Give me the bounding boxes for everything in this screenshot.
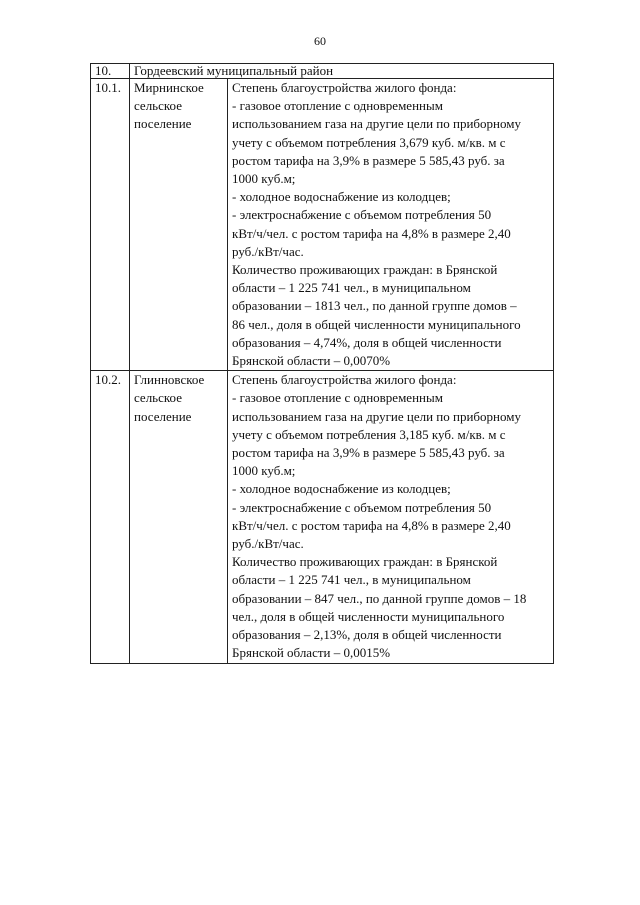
description-line: Степень благоустройства жилого фонда: [232, 372, 457, 388]
settlement-description [228, 79, 554, 371]
description-line: ростом тарифа на 3,9% в размере 5 585,43 руб. за [232, 152, 505, 168]
description-line: образовании – 847 чел., по данной группе домов – 18 [232, 590, 527, 606]
table-header-row [91, 64, 554, 79]
description-line: учету с объемом потребления 3,679 куб. м/кв. м с [232, 134, 506, 150]
page-number: 60 [314, 34, 326, 48]
description-line: кВт/ч/чел. с ростом тарифа на 4,8% в размере 2,40 [232, 517, 511, 533]
description-line: Количество проживающих граждан: в Брянской [232, 262, 498, 278]
description-line: использованием газа на другие цели по приборному [232, 408, 521, 424]
description-line: - газовое отопление с одновременным [232, 98, 443, 114]
description-line: 1000 куб.м; [232, 463, 296, 479]
description-line: руб./кВт/час. [232, 536, 304, 552]
description-line: Брянской области – 0,0070% [232, 353, 391, 369]
description-line: руб./кВт/час. [232, 243, 304, 259]
description-line: Количество проживающих граждан: в Брянской [232, 554, 498, 570]
district-number: 10. [91, 64, 130, 79]
description-line: учету с объемом потребления 3,185 куб. м/кв. м с [232, 426, 506, 442]
description-line: использованием газа на другие цели по приборному [232, 116, 521, 132]
description-line: - электроснабжение с объемом потребления 50 [232, 499, 492, 515]
description-line: образовании – 1813 чел., по данной группе домов – [232, 298, 517, 314]
district-title: Гордеевский муниципальный район [130, 64, 554, 79]
settlement-description [228, 371, 554, 663]
row-number: 10.1. [91, 79, 130, 371]
description-line: кВт/ч/чел. с ростом тарифа на 4,8% в размере 2,40 [232, 225, 511, 241]
housing-table [90, 63, 554, 664]
table-row [91, 79, 554, 371]
settlement-name-line: поселение [134, 116, 192, 132]
description-line: образования – 2,13%, доля в общей численности [232, 627, 502, 643]
settlement-name-line: поселение [134, 408, 192, 424]
description-line: - холодное водоснабжение из колодцев; [232, 189, 451, 205]
settlement-name [130, 371, 228, 663]
description-line: Степень благоустройства жилого фонда: [232, 80, 457, 95]
description-line: Брянской области – 0,0015% [232, 645, 391, 661]
description-line: области – 1 225 741 чел., в муниципальном [232, 572, 471, 588]
settlement-name-line: Мирнинское [134, 80, 204, 95]
settlement-name-line: сельское [134, 390, 182, 406]
settlement-name-line: Глинновское [134, 372, 205, 388]
settlement-name [130, 79, 228, 371]
description-line: 1000 куб.м; [232, 171, 296, 187]
table-row [91, 371, 554, 663]
description-line: - электроснабжение с объемом потребления 50 [232, 207, 492, 223]
description-line: - холодное водоснабжение из колодцев; [232, 481, 451, 497]
description-line: ростом тарифа на 3,9% в размере 5 585,43 руб. за [232, 445, 505, 461]
settlement-name-line: сельское [134, 98, 182, 114]
row-number: 10.2. [91, 371, 130, 663]
description-line: - газовое отопление с одновременным [232, 390, 443, 406]
description-line: 86 чел., доля в общей численности муниципального [232, 316, 521, 332]
description-line: области – 1 225 741 чел., в муниципальном [232, 280, 471, 296]
description-line: образования – 4,74%, доля в общей численности [232, 334, 502, 350]
description-line: чел., доля в общей численности муниципального [232, 608, 505, 624]
